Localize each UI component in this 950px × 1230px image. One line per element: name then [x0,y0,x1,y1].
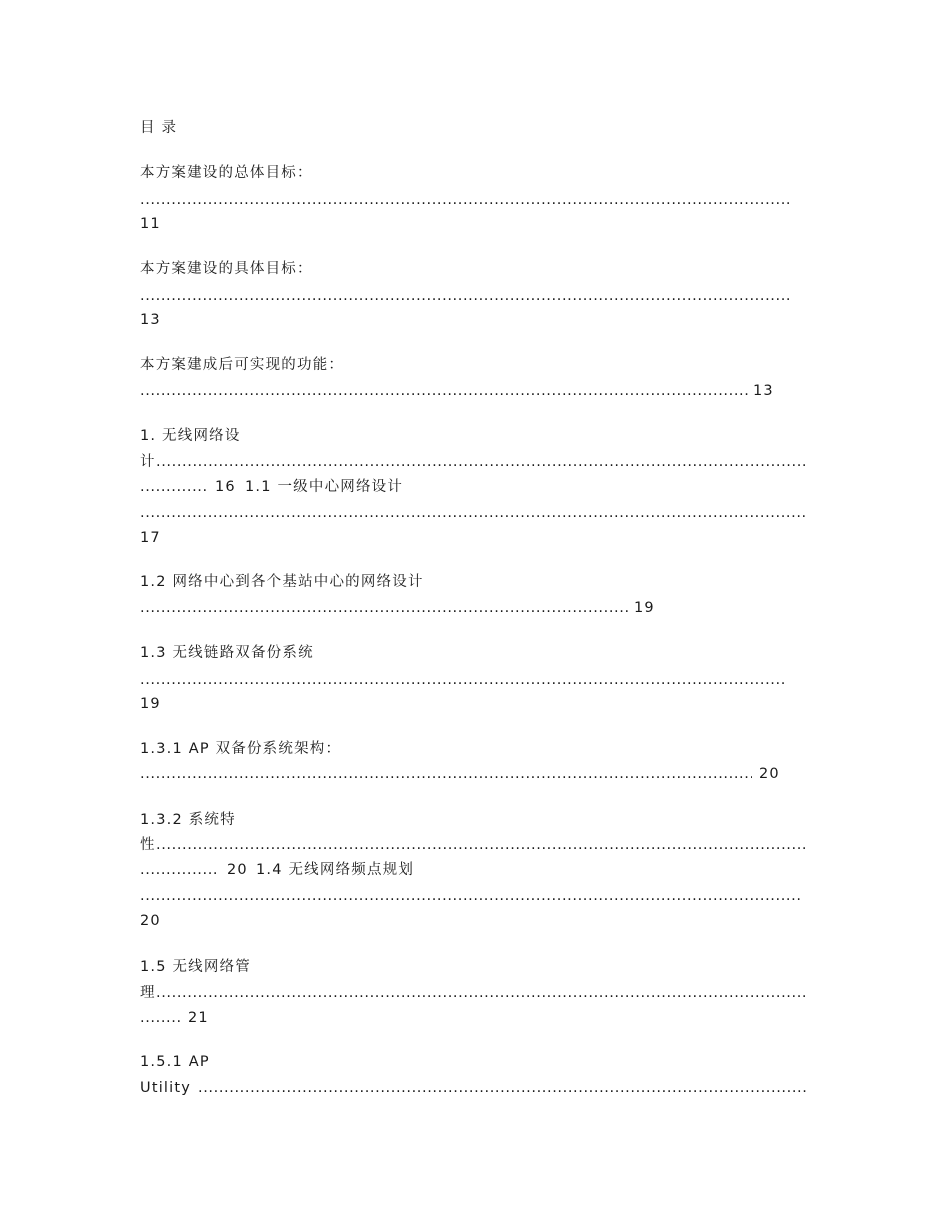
toc-entry-title[interactable]: 1.3 无线链路双备份系统 [140,645,314,661]
toc-entry-title[interactable]: 本方案建设的具体目标： [140,261,313,277]
toc-leader-dots [140,598,628,618]
toc-entry-page: 19 [634,600,655,616]
toc-leader-dots [140,860,218,880]
toc-entry-page: 19 [140,696,161,712]
toc-entry-title-cont: Utility [140,1080,192,1096]
toc-entry-title[interactable]: 1.5.1 AP [140,1054,210,1070]
toc-leader-dots [140,503,808,523]
toc-entry-title[interactable]: 1.2 网络中心到各个基站中心的网络设计 [140,574,424,590]
toc-entry-title-cont: 性 [140,837,156,853]
toc-entry-title[interactable]: 1.4 无线网络频点规划 [256,862,415,878]
toc-entry-title[interactable]: 本方案建设的总体目标： [140,165,313,181]
toc-entry-title[interactable]: 本方案建成后可实现的功能： [140,357,345,373]
toc-entry-page: 13 [140,312,161,328]
toc-leader-dots [198,1078,808,1098]
toc-entry-title-cont: 计 [140,454,156,470]
toc-entry-page: 17 [140,530,161,546]
toc-entry-title[interactable]: 1.1 一级中心网络设计 [245,479,404,495]
toc-title: 目 录 [140,120,178,136]
toc-entry-title[interactable]: 1.3.1 AP 双备份系统架构： [140,741,342,757]
toc-entry-page: 16 [215,479,236,495]
toc-entry-title[interactable]: 1.5 无线网络管 [140,959,251,975]
toc-leader-dots [156,983,808,1003]
toc-leader-dots [156,452,808,472]
toc-leader-dots [140,670,785,690]
toc-leader-dots [140,190,790,210]
toc-entry-title-cont: 理 [140,985,156,1001]
toc-entry-page: 20 [759,766,780,782]
toc-entry-page: 21 [188,1010,209,1026]
toc-entry-title[interactable]: 1. 无线网络设 [140,428,241,444]
toc-entry-page: 11 [140,216,161,232]
toc-leader-dots [140,381,748,401]
toc-leader-dots [156,835,808,855]
toc-entry-page: 20 [227,862,248,878]
toc-leader-dots [140,286,790,306]
toc-entry-page: 13 [753,383,774,399]
toc-leader-dots [140,477,206,497]
toc-entry-title[interactable]: 1.3.2 系统特 [140,812,236,828]
toc-entry-page: 20 [140,913,161,929]
toc-leader-dots [140,1008,180,1028]
toc-leader-dots [140,764,752,784]
toc-leader-dots [140,886,802,906]
